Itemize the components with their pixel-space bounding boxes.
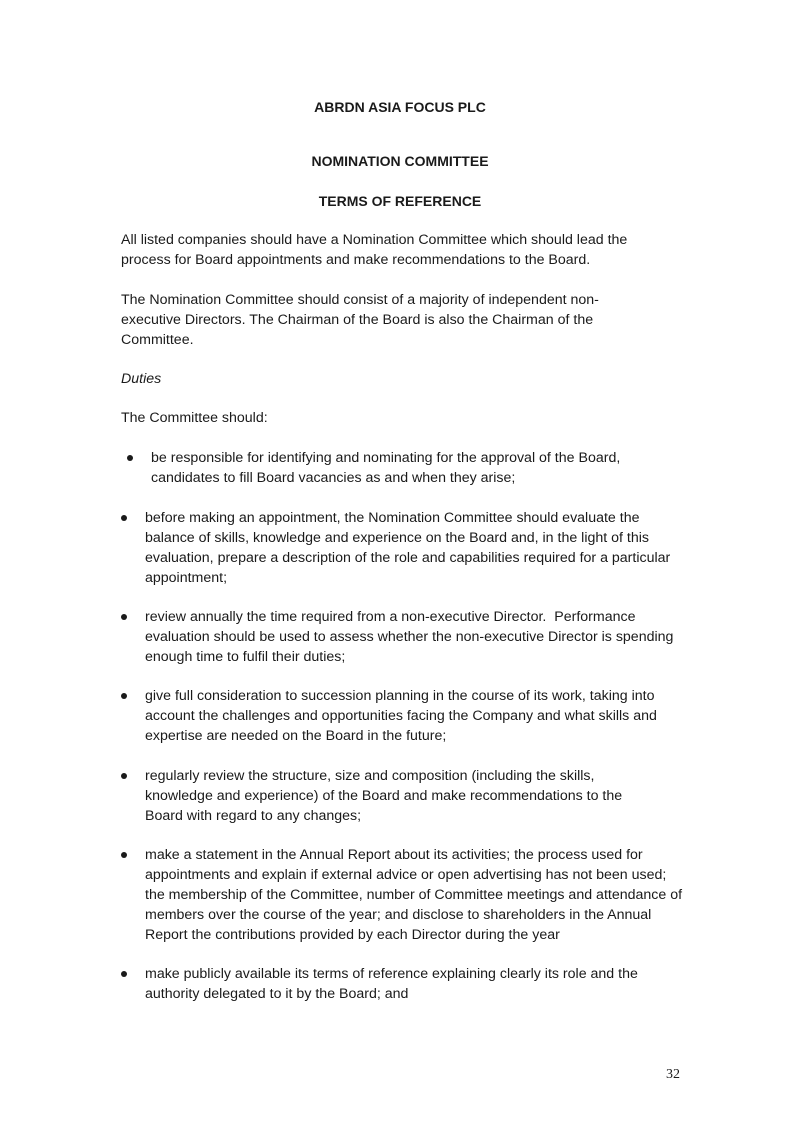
list-item-text: make publicly available its terms of reference explaining clearly its role and the authority delegated to it by the Board; and <box>145 966 638 1002</box>
list-item-text: be responsible for identifying and nominating for the approval of the Board, candidates to fill Board vacancies as and when they arise; <box>151 450 621 486</box>
bullet-icon <box>121 971 127 977</box>
page-number: 32 <box>666 1067 680 1082</box>
bullet-icon <box>121 852 127 858</box>
duties-heading: Duties <box>121 371 162 387</box>
bullet-icon <box>121 614 127 620</box>
intro-paragraph-2: The Nomination Committee should consist of a majority of independent non-executive Directors. The Chairman of the Board is also the Chairman of the Committee. <box>121 292 599 348</box>
list-item-text: make a statement in the Annual Report about its activities; the process used for appointments and explain if external advice or open advertising has not been used; the membership of the Committee, number of Committee meetings and attendance of members over the course of the year; and disclose to shareholders in the Annual Report the contributions provided by each Director during the year <box>145 847 683 943</box>
committee-title: NOMINATION COMMITTEE <box>311 153 489 169</box>
list-item-text: regularly review the structure, size and composition (including the skills, knowledge and experience) of the Board and make recommendations to the Board with regard to any changes; <box>145 768 623 824</box>
bullet-icon <box>121 693 127 699</box>
list-item-text: review annually the time required from a non-executive Director. Performance evaluation should be used to assess whether the non-executive Director is spending enough time to fulfil their duties; <box>145 609 694 665</box>
bullet-icon <box>127 455 133 461</box>
bullet-icon <box>121 515 127 521</box>
list-item-text: before making an appointment, the Nomination Committee should evaluate the balance of skills, knowledge and experience on the Board and, in the light of this evaluation, prepare a description of the role and capabilities required for a particular appointment; <box>145 510 671 586</box>
bullet-icon <box>121 773 127 779</box>
list-item-text: give full consideration to succession planning in the course of its work, taking into account the challenges and opportunities facing the Company and what skills and expertise are needed on the Board in the future; <box>145 688 679 744</box>
document-subtitle: TERMS OF REFERENCE <box>318 193 482 209</box>
intro-paragraph-1: All listed companies should have a Nomination Committee which should lead the process for Board appointments and make recommendations to the Board. <box>121 232 628 268</box>
company-title: ABRDN ASIA FOCUS PLC <box>314 99 486 115</box>
lead-in-text: The Committee should: <box>121 410 268 426</box>
